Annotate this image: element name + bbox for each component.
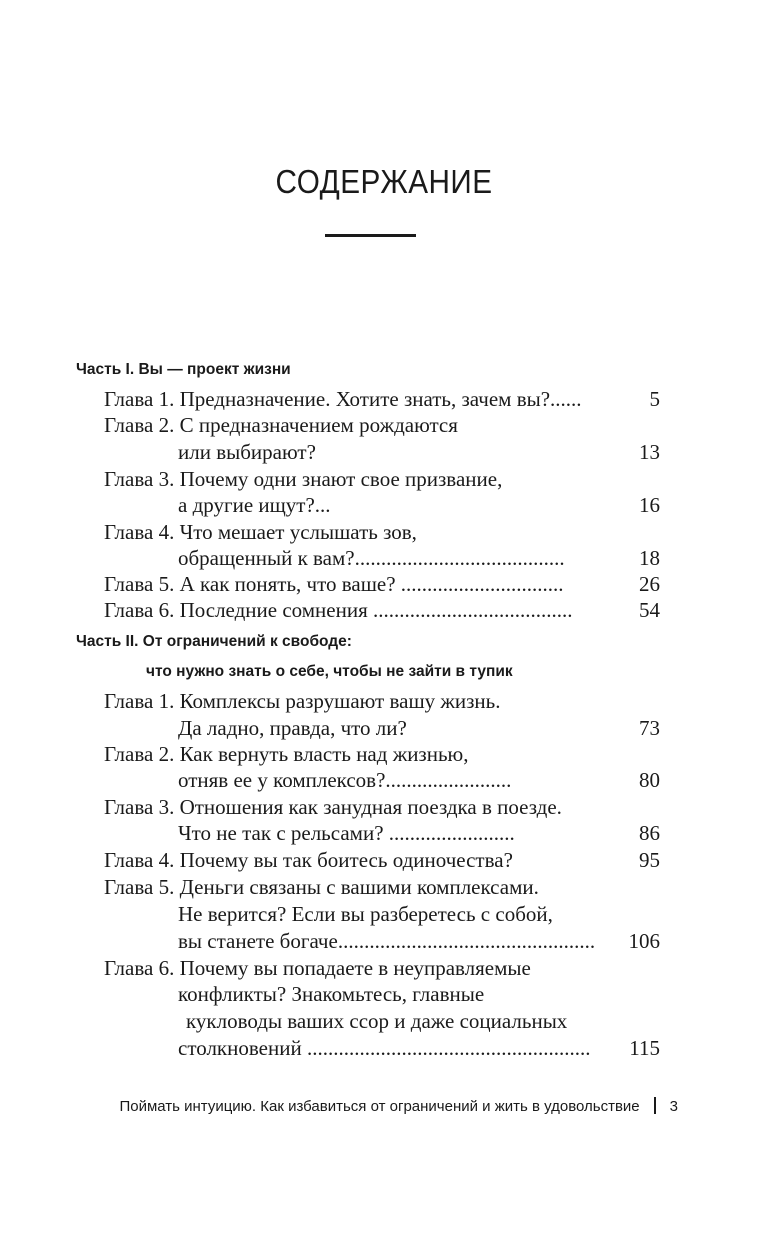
toc-entry-text: Глава 5. Деньги связаны с вашими комплексами. [104,875,539,899]
toc-entry-text: отняв ее у комплексов?........................ [178,768,512,792]
footer-divider [654,1097,656,1114]
toc-entry-text: столкновений ...................................................... [178,1036,591,1060]
toc-page-number: 26 [639,572,660,596]
footer-page-number: 3 [669,1098,678,1115]
running-footer [119,1097,678,1115]
toc-entry-text: Глава 2. Как вернуть власть над жизнью, [104,742,469,766]
toc-page-number: 13 [639,440,660,464]
toc-part-heading: Часть I. Вы — проект жизни [76,361,291,378]
toc-entry-text: Глава 4. Что мешает услышать зов, [104,520,417,544]
toc-page-number: 80 [639,768,660,792]
toc-entry-text: Глава 3. Отношения как занудная поездка в поезде. [104,795,562,819]
toc-page-number: 73 [639,716,660,740]
toc-entry-text: Глава 2. С предназначением рождаются [104,413,458,437]
toc-entry-text: Глава 1. Предназначение. Хотите знать, зачем вы?...... [104,387,582,411]
toc-entry-text: обращенный к вам?........................................ [178,546,565,570]
toc-entry-text: Глава 3. Почему одни знают свое призвание, [104,467,503,491]
toc-page-number: 106 [628,929,660,953]
toc-entry-text: Глава 4. Почему вы так боитесь одиночества? [104,848,513,872]
toc-page-number: 115 [629,1036,660,1060]
toc-page-number: 18 [639,546,660,570]
toc-entry-text: Глава 6. Последние сомнения ...................................... [104,598,573,622]
toc-entry-text: кукловоды ваших ссор и даже социальных [186,1009,568,1033]
toc-page-number: 54 [639,598,660,622]
toc-entry-text: Глава 1. Комплексы разрушают вашу жизнь. [104,689,501,713]
toc-part-heading: Часть II. От ограничений к свободе: [76,633,352,650]
toc-entry-text: а другие ищут?... [178,493,331,517]
toc-entry-text: или выбирают? [178,440,316,464]
page-title: СОДЕРЖАНИЕ [275,163,493,200]
toc-entry-text: Глава 5. А как понять, что ваше? ............................... [104,572,564,596]
toc-page-number: 95 [639,848,660,872]
toc-page-number: 5 [649,387,660,411]
toc-page-number: 16 [639,493,660,517]
footer-book-title: Поймать интуицию. Как избавиться от ограничений и жить в удовольствие [119,1098,640,1115]
toc-entry-text: вы станете богаче................................................. [178,929,596,953]
toc-entry-text: Глава 6. Почему вы попадаете в неуправляемые [104,956,531,980]
toc-page-number: 86 [639,821,660,845]
toc-entry-text: Не верится? Если вы разберетесь с собой, [178,902,553,926]
toc-entry-text: конфликты? Знакомьтесь, главные [178,982,485,1006]
toc-part-heading: что нужно знать о себе, чтобы не зайти в тупик [146,663,513,680]
toc-entry-text: Что не так с рельсами? ........................ [178,821,515,845]
toc-entry-text: Да ладно, правда, что ли? [178,716,407,740]
